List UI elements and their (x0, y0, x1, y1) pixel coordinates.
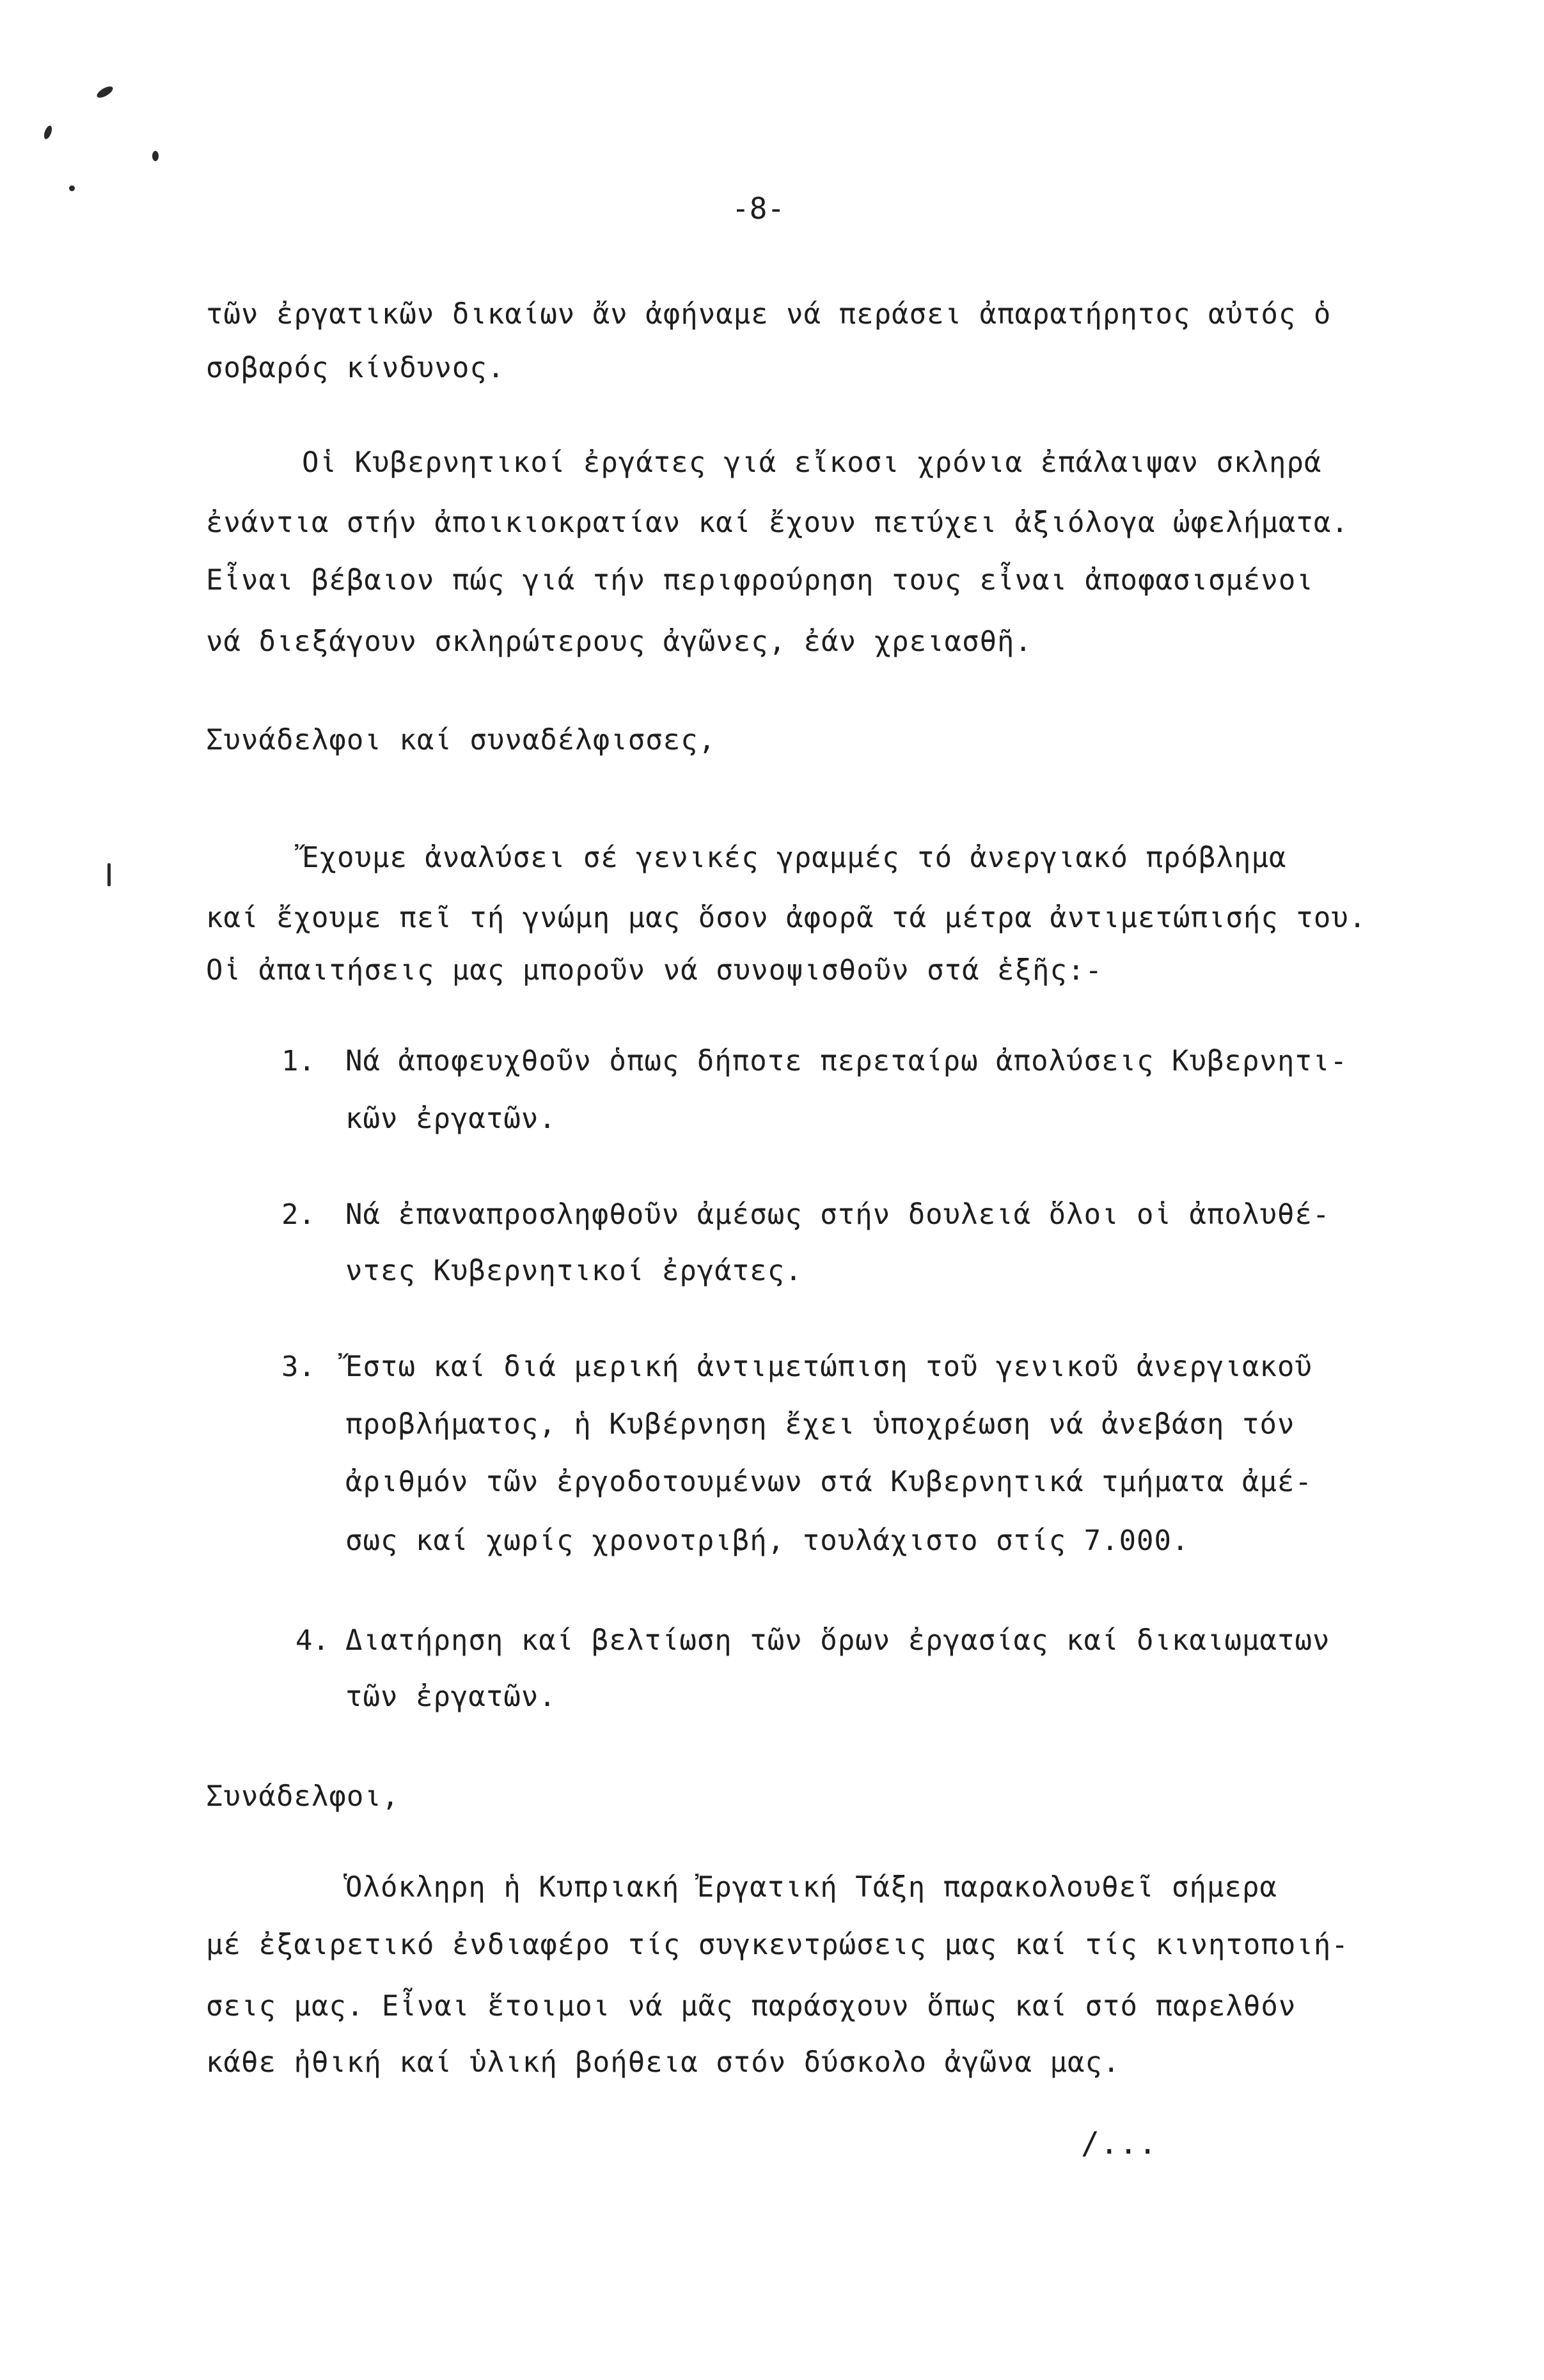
scan-speck (69, 185, 75, 191)
list-item-number: 1. (281, 1045, 315, 1077)
list-item-line: Διατήρηση καί βελτίωση τῶν ὅρων ἐργασίας καί δικαιωματων (345, 1624, 1330, 1657)
paragraph-line: Οἱ Κυβερνητικοί ἐργάτες γιά εἴκοσι χρόνια ἐπάλαιψαν σκληρά (302, 446, 1322, 479)
paragraph-line: Οἱ ἀπαιτήσεις μας μποροῦν νά συνοψισθοῦν στά ἑξῆς:- (206, 954, 1103, 987)
paragraph-line: ἐνάντια στήν ἀποικιοκρατίαν καί ἔχουν πετύχει ἀξιόλογα ὠφελήματα. (206, 506, 1349, 539)
paragraph-line: μέ ἐξαιρετικό ἐνδιαφέρο τίς συγκεντρώσεις μας καί τίς κινητοποιή- (206, 1929, 1349, 1961)
salutation: Συνάδελφοι καί συναδέλφισσες, (206, 724, 716, 756)
paragraph-line: σεις μας. Εἶναι ἕτοιμοι νά μᾶς παράσχουν ὅπως καί στό παρελθόν (206, 1990, 1296, 2023)
continuation-marker: /... (1081, 2126, 1158, 2161)
list-item-number: 4. (295, 1624, 329, 1657)
list-item-line: κῶν ἐργατῶν. (345, 1102, 556, 1135)
paragraph-line: καί ἔχουμε πεῖ τή γνώμη μας ὅσον ἀφορᾶ τά μέτρα ἀντιμετώπισής του. (206, 902, 1367, 934)
list-item-number: 2. (281, 1198, 315, 1231)
list-item-line: προβλήματος, ἡ Κυβέρνηση ἔχει ὑποχρέωση νά ἀνεβάση τόν (345, 1408, 1295, 1441)
page-number: -8- (732, 191, 785, 226)
list-item-line: ἀριθμόν τῶν ἐργοδοτουμένων στά Κυβερνητικά τμήματα ἀμέ- (345, 1466, 1312, 1498)
list-item-line: Ἔστω καί διά μερική ἀντιμετώπιση τοῦ γενικοῦ ἀνεργιακοῦ (345, 1350, 1312, 1383)
list-item-number: 3. (281, 1350, 315, 1383)
paragraph-line: νά διεξάγουν σκληρώτερους ἀγῶνες, ἐάν χρειασθῆ. (206, 625, 1033, 658)
paragraph-line: Ὁλόκληρη ἡ Κυπριακή Ἐργατική Τάξη παρακολουθεῖ σήμερα (345, 1871, 1277, 1904)
list-item-line: ντες Κυβερνητικοί ἐργάτες. (345, 1255, 803, 1287)
paragraph-line: Ἔχουμε ἀναλύσει σέ γενικές γραμμές τό ἀνεργιακό πρόβλημα (302, 842, 1287, 874)
paragraph-line: κάθε ἠθική καί ὑλική βοήθεια στόν δύσκολο ἀγῶνα μας. (206, 2046, 1121, 2079)
scan-speck (43, 125, 54, 140)
list-item-line: σως καί χωρίς χρονοτριβή, τουλάχιστο στίς 7.000. (345, 1524, 1190, 1557)
intro-line: σοβαρός κίνδυνος. (206, 352, 505, 384)
scan-speck (95, 84, 114, 100)
list-item-line: Νά ἀποφευχθοῦν ὁπως δήποτε περεταίρω ἀπολύσεις Κυβερνητι- (345, 1045, 1348, 1077)
paragraph-line: Εἶναι βέβαιον πώς γιά τήν περιφρούρηση τους εἶναι ἀποφασισμένοι (206, 564, 1314, 597)
list-item-line: τῶν ἐργατῶν. (345, 1680, 556, 1713)
salutation: Συνάδελφοι, (206, 1780, 400, 1813)
scan-speck (107, 863, 111, 886)
list-item-line: Νά ἐπαναπροσληφθοῦν ἀμέσως στήν δουλειά ὅλοι οἱ ἀπολυθέ- (345, 1198, 1330, 1231)
intro-line: τῶν ἐργατικῶν δικαίων ἄν ἀφήναμε νά περάσει ἀπαρατήρητος αὐτός ὁ (206, 298, 1332, 331)
scan-speck (152, 151, 159, 161)
